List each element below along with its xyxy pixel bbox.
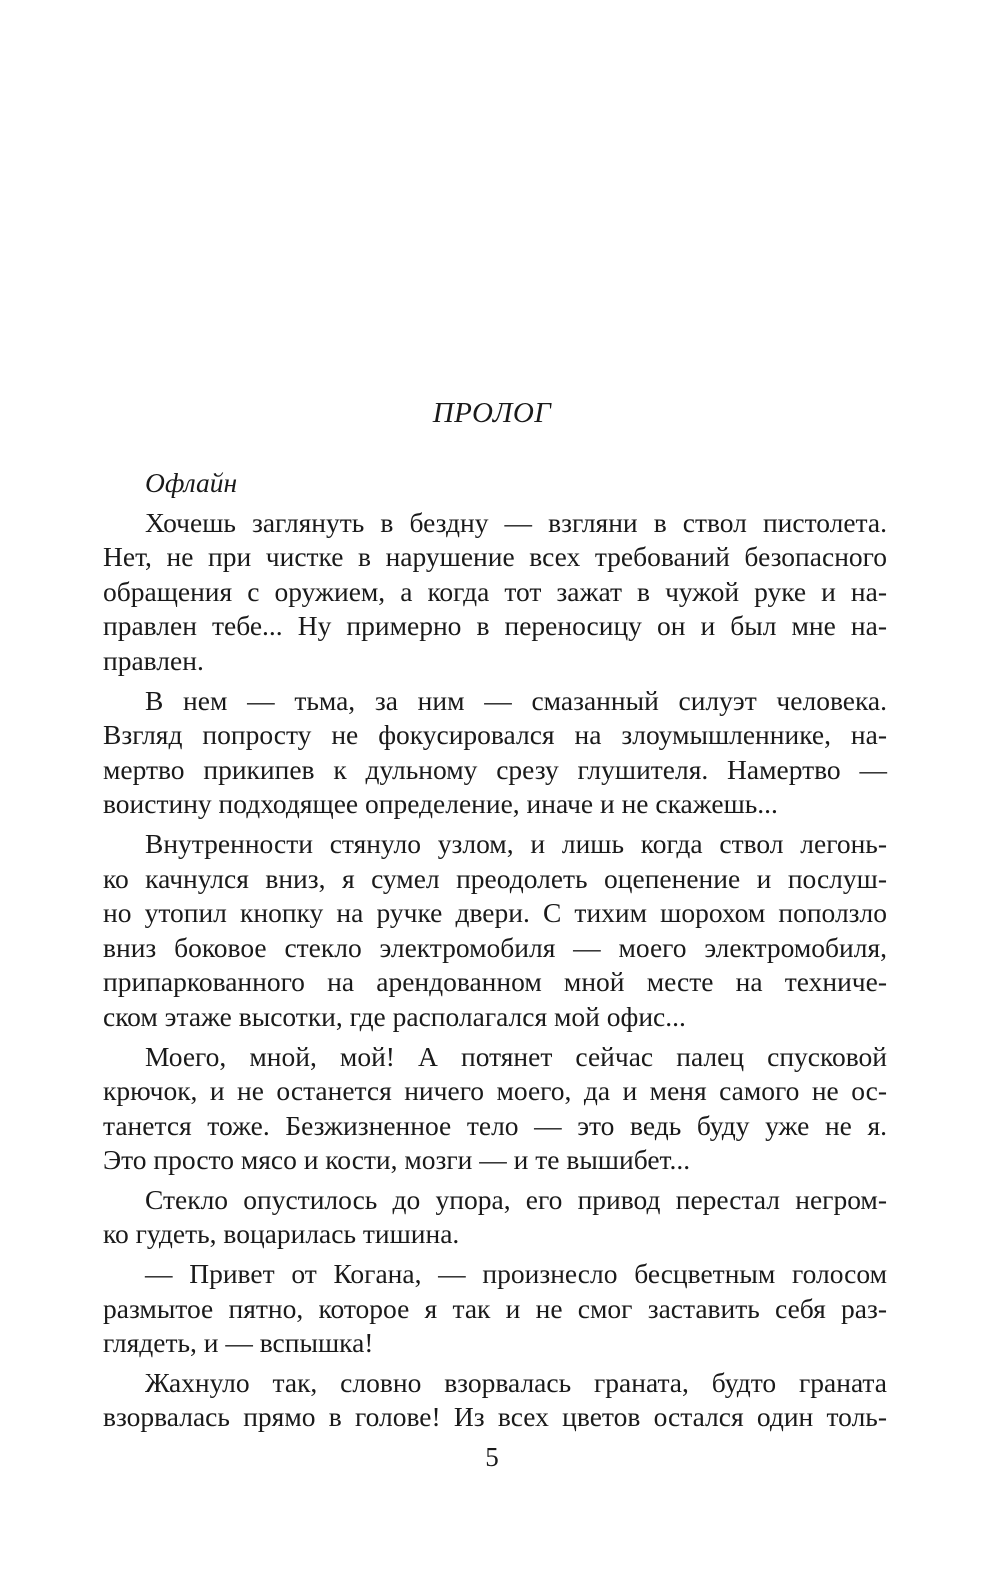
text-line: Это просто мясо и кости, мозги — и те вышибет...: [103, 1144, 691, 1176]
body-text: [103, 466, 887, 1440]
text-line: взорвалась прямо в голове! Из всех цветов остался один толь-: [103, 1401, 887, 1433]
text-line: ко гудеть, воцарилась тишина.: [103, 1218, 460, 1250]
text-line: крючок, и не останется ничего моего, да и меня самого не ос-: [103, 1075, 887, 1107]
text-line: обращения с оружием, а когда тот зажат в чужой руке и на-: [103, 575, 887, 607]
text-line: Стекло опустилось до упора, его привод перестал негром-: [145, 1183, 887, 1215]
paragraph: [103, 1183, 887, 1252]
section-subtitle: Офлайн: [145, 467, 238, 498]
text-line: В нем — тьма, за ним — смазанный силуэт человека.: [145, 684, 887, 716]
text-line: глядеть, и — вспышка!: [103, 1327, 374, 1359]
text-line: вниз боковое стекло электромобиля — моего электромобиля,: [103, 931, 887, 963]
text-line: Хочешь заглянуть в бездну — взгляни в ствол пистолета.: [145, 506, 887, 538]
paragraph: [103, 827, 887, 1035]
text-line: Моего, мной, мой! А потянет сейчас палец спусковой: [145, 1040, 887, 1072]
text-line: воистину подходящее определение, иначе и не скажешь...: [103, 788, 778, 820]
text-line: Нет, не при чистке в нарушение всех требований безопасного: [103, 541, 887, 573]
chapter-title: ПРОЛОГ: [432, 397, 552, 429]
text-line: ском этаже высотки, где располагался мой офис...: [103, 1000, 686, 1032]
paragraph: [103, 1366, 887, 1435]
text-line: танется тоже. Безжизненное тело — это ведь буду уже не я.: [103, 1109, 887, 1141]
text-line: Внутренности стянуло узлом, и лишь когда ствол легонь-: [145, 827, 887, 859]
text-line: но утопил кнопку на ручке двери. С тихим шорохом поползло: [103, 897, 887, 929]
paragraph: [103, 1257, 887, 1361]
text-line: правлен тебе... Ну примерно в переносицу он и был мне на-: [103, 610, 887, 642]
text-line: правлен.: [103, 644, 204, 676]
page-number: 5: [485, 1442, 499, 1472]
text-line: Взгляд попросту не фокусировался на злоумышленнике, на-: [103, 719, 887, 751]
text-line: — Привет от Когана, — произнесло бесцветным голосом: [145, 1258, 887, 1290]
text-line: мертво прикипев к дульному срезу глушителя. Намертво —: [103, 753, 887, 785]
paragraph: [103, 684, 887, 822]
text-line: ко качнулся вниз, я сумел преодолеть оцепенение и послуш-: [103, 862, 887, 894]
text-line: размытое пятно, которое я так и не смог заставить себя раз-: [103, 1292, 887, 1324]
paragraph: [103, 506, 887, 679]
text-line: припаркованного на арендованном мной месте на техниче-: [103, 966, 887, 998]
text-line: Жахнуло так, словно взорвалась граната, будто граната: [145, 1366, 887, 1398]
paragraph: [103, 1040, 887, 1178]
